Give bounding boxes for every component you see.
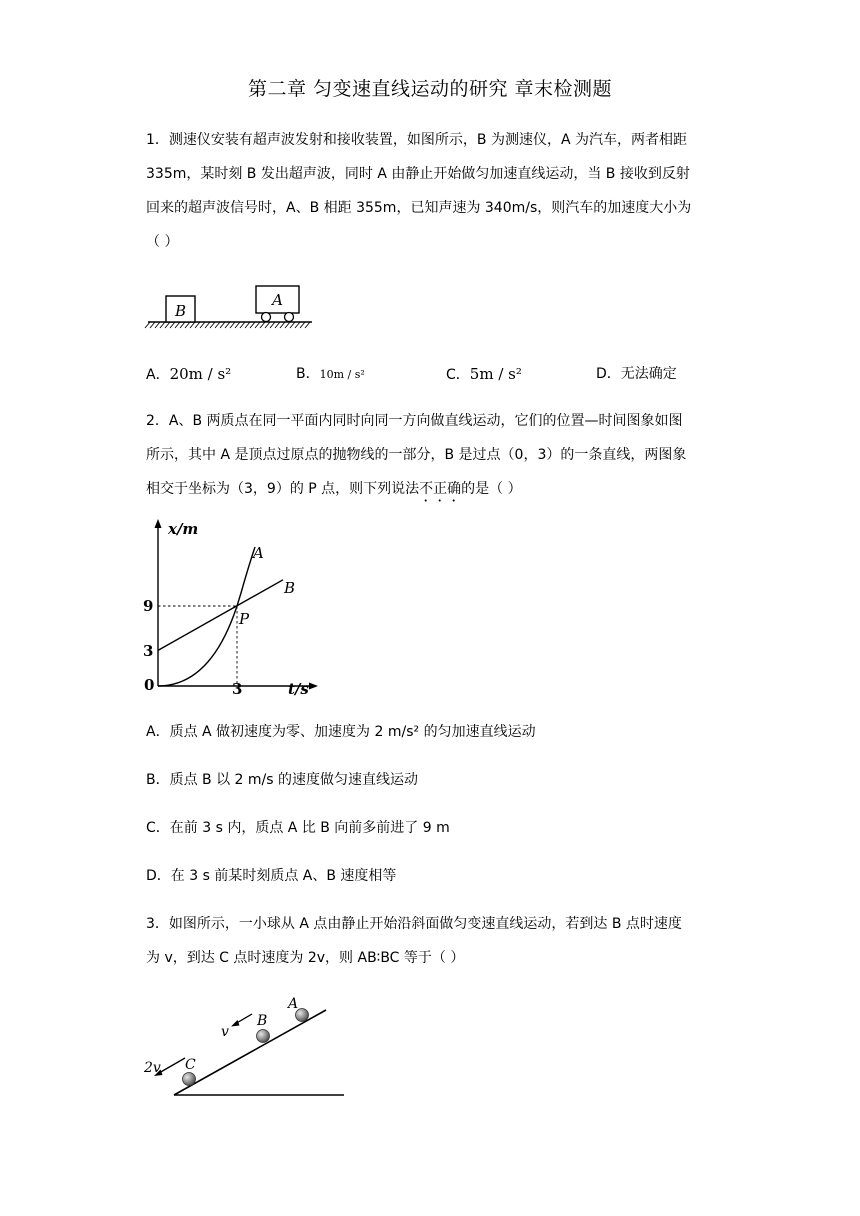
y-axis-arrow — [155, 519, 162, 528]
q1-text-line-3: 回来的超声波信号时，A、B 相距 355m，已知声速为 340m/s，则汽车的加速度大小为 — [146, 200, 692, 216]
label-v: v — [221, 1024, 229, 1040]
ground-hatch-stroke — [155, 322, 160, 328]
ground-hatch-stroke — [285, 322, 290, 328]
ground-hatch-stroke — [175, 322, 180, 328]
q1-answer-blank: （ ） — [146, 234, 179, 250]
ground-hatch-stroke — [270, 322, 275, 328]
ground-hatch-stroke — [240, 322, 245, 328]
q2-text-line-3 — [146, 479, 522, 505]
ground-hatch-stroke — [215, 322, 220, 328]
x-axis-label: t/s — [288, 680, 309, 698]
ball-c — [183, 1073, 196, 1086]
q2-emphasized-not-correct: 不正确 — [419, 481, 462, 497]
point-p-label: P — [239, 610, 250, 628]
q3-text-line-2: 为 v，到达 C 点时速度为 2v，则 AB∶BC 等于（ ） — [146, 950, 465, 966]
line-b — [158, 580, 283, 651]
ground-hatch-stroke — [200, 322, 205, 328]
ground-hatch-stroke — [170, 322, 175, 328]
q1-option-c-value: 5m / s² — [469, 365, 522, 383]
sensor-block-label: B — [174, 302, 187, 320]
ground-hatch-stroke — [280, 322, 285, 328]
q2-text-line-1: 2．A、B 两质点在同一平面内同时向同一方向做直线运动，它们的位置—时间图象如图 — [146, 413, 683, 429]
q2-option-a: A．质点 A 做初速度为零、加速度为 2 m/s² 的匀加速直线运动 — [146, 724, 536, 740]
ground-hatch-stroke — [205, 322, 210, 328]
q2-text-line-3-end: 的是（ ） — [461, 481, 522, 497]
line-b-label: B — [284, 579, 296, 597]
ground-hatch-stroke — [190, 322, 195, 328]
ground-hatch-stroke — [230, 322, 235, 328]
ground-hatch-stroke — [185, 322, 190, 328]
q1-option-c — [446, 364, 522, 385]
q2-position-time-graph — [138, 516, 328, 702]
ground-hatch-stroke — [250, 322, 255, 328]
x-axis-arrow — [309, 683, 318, 690]
ground-hatch-stroke — [265, 322, 270, 328]
ground-hatch-stroke — [150, 322, 155, 328]
q1-option-d-value: 无法确定 — [620, 366, 677, 382]
q1-text-line-1: 1．测速仪安装有超声波发射和接收装置，如图所示，B 为测速仪，A 为汽车，两者相距 — [146, 132, 687, 148]
page-title: 第二章 匀变速直线运动的研究 章末检测题 — [247, 78, 613, 100]
ground-hatch-stroke — [165, 322, 170, 328]
q3-text-line-1: 3．如图所示，一小球从 A 点由静止开始沿斜面做匀变速直线运动，若到达 B 点时速度 — [146, 916, 682, 932]
arrow-v-head — [231, 1020, 240, 1027]
car-wheel-right — [285, 313, 294, 322]
ground-hatch-stroke — [260, 322, 265, 328]
label-2v: 2v — [144, 1060, 161, 1076]
ground-hatch-stroke — [145, 322, 150, 328]
ground-hatch-stroke — [255, 322, 260, 328]
q3-incline-figure — [138, 990, 353, 1100]
q1-option-b-prefix: B． — [296, 366, 320, 382]
label-a: A — [288, 996, 299, 1012]
ground-hatch-stroke — [225, 322, 230, 328]
ground-hatch-stroke — [300, 322, 305, 328]
ground-hatch-stroke — [305, 322, 310, 328]
y-tick-9-label: 9 — [143, 597, 154, 615]
car-wheel-left — [262, 313, 271, 322]
q1-option-a — [146, 364, 231, 385]
label-b: B — [257, 1013, 268, 1029]
q2-text-line-3-start: 相交于坐标为（3，9）的 P 点，则下列说法 — [146, 481, 420, 497]
origin-label: 0 — [144, 676, 155, 694]
ground-hatch-stroke — [220, 322, 225, 328]
ground-hatch-stroke — [180, 322, 185, 328]
arrow-2v-shaft — [159, 1058, 185, 1073]
ground-hatch-stroke — [290, 322, 295, 328]
q1-figure-car-and-sensor — [140, 280, 320, 336]
q1-option-c-prefix: C． — [446, 367, 470, 383]
ground-hatch-stroke — [275, 322, 280, 328]
y-tick-3-label: 3 — [143, 642, 154, 660]
q1-option-a-value: 20m / s² — [169, 365, 232, 383]
ball-b — [257, 1030, 270, 1043]
q2-option-c: C．在前 3 s 内，质点 A 比 B 向前多前进了 9 m — [146, 820, 450, 836]
car-label: A — [272, 291, 283, 309]
ground-hatch-stroke — [295, 322, 300, 328]
ground-hatch-stroke — [235, 322, 240, 328]
ground-hatch-stroke — [210, 322, 215, 328]
q2-text-line-2: 所示，其中 A 是顶点过原点的抛物线的一部分，B 是过点（0，3）的一条直线，两图象 — [146, 447, 687, 463]
q1-option-d — [596, 364, 677, 384]
x-tick-3-label: 3 — [232, 680, 243, 698]
q2-option-b: B．质点 B 以 2 m/s 的速度做匀速直线运动 — [146, 772, 419, 788]
q1-text-line-2: 335m，某时刻 B 发出超声波，同时 A 由静止开始做匀加速直线运动，当 B 接收到反射 — [146, 166, 690, 182]
q1-option-b-value: 10m / s² — [319, 368, 365, 381]
ground-hatch-stroke — [160, 322, 165, 328]
q1-option-a-prefix: A． — [146, 367, 170, 383]
curve-a-label: A — [253, 544, 264, 562]
q1-option-b — [296, 364, 365, 385]
q2-option-d: D．在 3 s 前某时刻质点 A、B 速度相等 — [146, 868, 397, 884]
ground-hatch-stroke — [195, 322, 200, 328]
q1-option-d-prefix: D． — [596, 366, 621, 382]
y-axis-label: x/m — [168, 520, 199, 538]
label-c: C — [185, 1057, 196, 1073]
incline-slope — [174, 1010, 326, 1095]
ground-hatch-stroke — [245, 322, 250, 328]
